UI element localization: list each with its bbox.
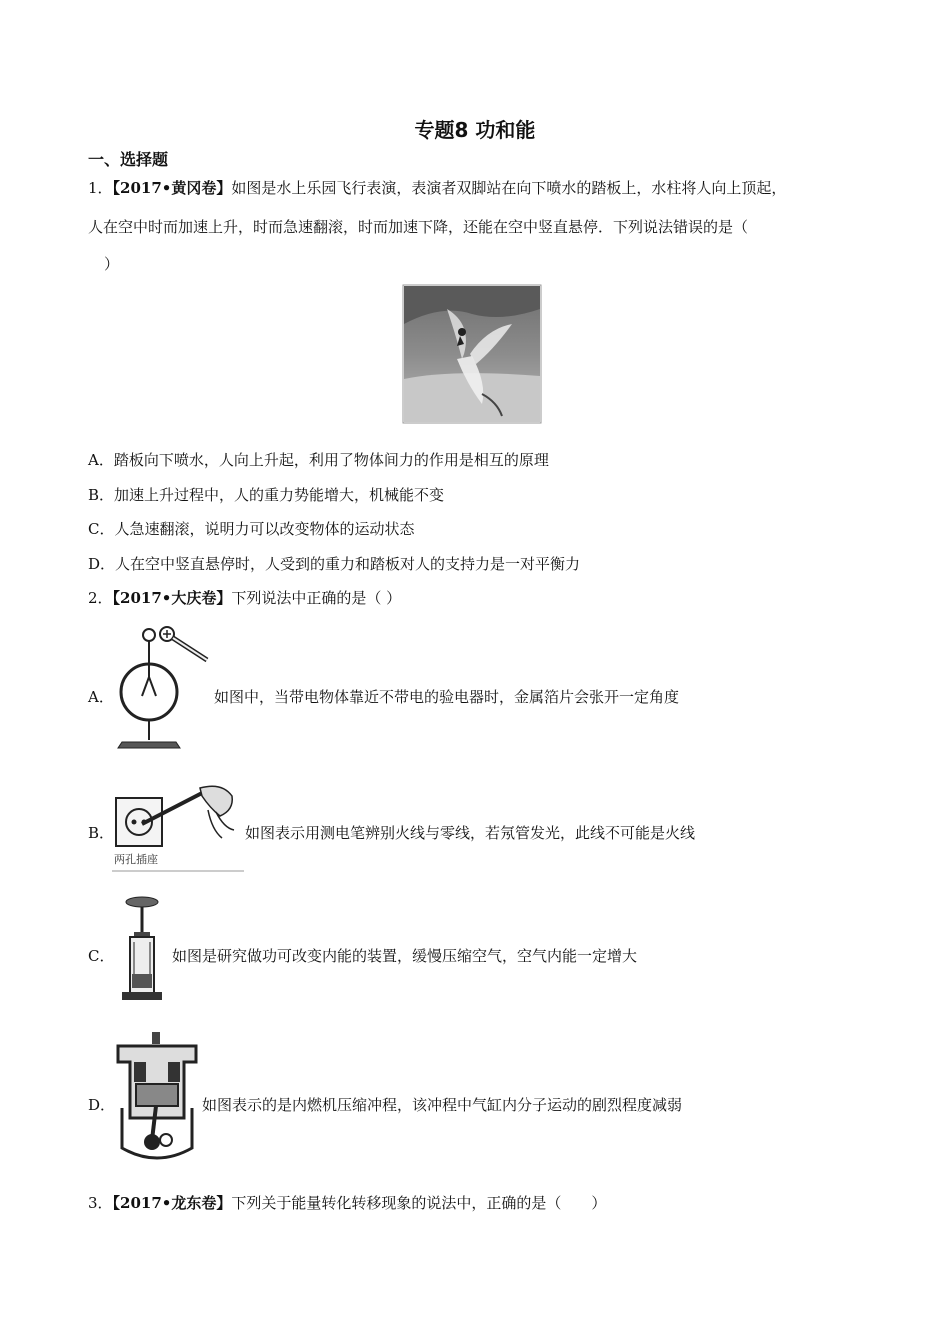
q2-source-tag: 【2017•大庆卷】 <box>112 589 232 607</box>
q1-number: 1． <box>88 179 113 197</box>
q1-option-b: B．加速上升过程中，人的重力势能增大，机械能不变 <box>88 486 445 504</box>
q2-stem-line <box>88 588 401 608</box>
q3-stem-text: 下列关于能量转化转移现象的说法中，正确的是（ ） <box>231 1194 607 1212</box>
q2-option-d-letter: D． <box>88 1096 116 1114</box>
q1-source-tag: 【2017•黄冈卷】 <box>112 179 232 197</box>
q2-option-c-letter: C． <box>88 947 115 965</box>
page-title: 专题8 功和能 <box>414 118 536 142</box>
q1-stem-text-1: 如图是水上乐园飞行表演，表演者双脚站在向下喷水的踏板上，水柱将人向上顶起， <box>231 179 787 197</box>
q2-option-b-letter: B． <box>88 824 115 842</box>
q1-stem-line-1 <box>88 178 786 198</box>
q2-stem-text: 下列说法中正确的是（ ） <box>231 589 402 607</box>
q3-stem-line <box>88 1193 606 1213</box>
q2-option-d-text: 如图表示的是内燃机压缩冲程，该冲程中气缸内分子运动的剧烈程度减弱 <box>202 1096 683 1114</box>
q2-option-a-letter: A． <box>88 688 114 706</box>
q1-stem-line-3: ） <box>104 255 120 273</box>
air-compression-device-figure <box>112 892 170 1004</box>
electroscope-figure <box>112 622 212 750</box>
engine-compression-stroke-figure <box>112 1028 202 1164</box>
q2-option-a-text: 如图中，当带电物体靠近不带电的验电器时，金属箔片会张开一定角度 <box>214 688 680 706</box>
q1-option-c: C．人急速翻滚，说明力可以改变物体的运动状态 <box>88 520 415 538</box>
q2-option-c-text: 如图是研究做功可改变内能的装置，缓慢压缩空气，空气内能一定增大 <box>172 947 638 965</box>
socket-caption: 两孔插座 <box>114 853 158 866</box>
section-heading: 一、选择题 <box>88 150 169 169</box>
q1-stem-line-2: 人在空中时而加速上升，时而急速翻滚，时而加速下降，还能在空中竖直悬停．下列说法错误的是（ <box>88 218 749 236</box>
water-jetpack-photo <box>402 284 542 424</box>
q3-source-tag: 【2017•龙东卷】 <box>112 1194 232 1212</box>
q1-option-a: A．踏板向下喷水，人向上升起，利用了物体间力的作用是相互的原理 <box>88 451 549 469</box>
q2-option-b-text: 如图表示用测电笔辨别火线与零线，若氖管发光，此线不可能是火线 <box>245 824 696 842</box>
q3-number: 3． <box>88 1194 113 1212</box>
q2-number: 2． <box>88 589 113 607</box>
q1-option-d: D．人在空中竖直悬停时，人受到的重力和踏板对人的支持力是一对平衡力 <box>88 555 581 573</box>
